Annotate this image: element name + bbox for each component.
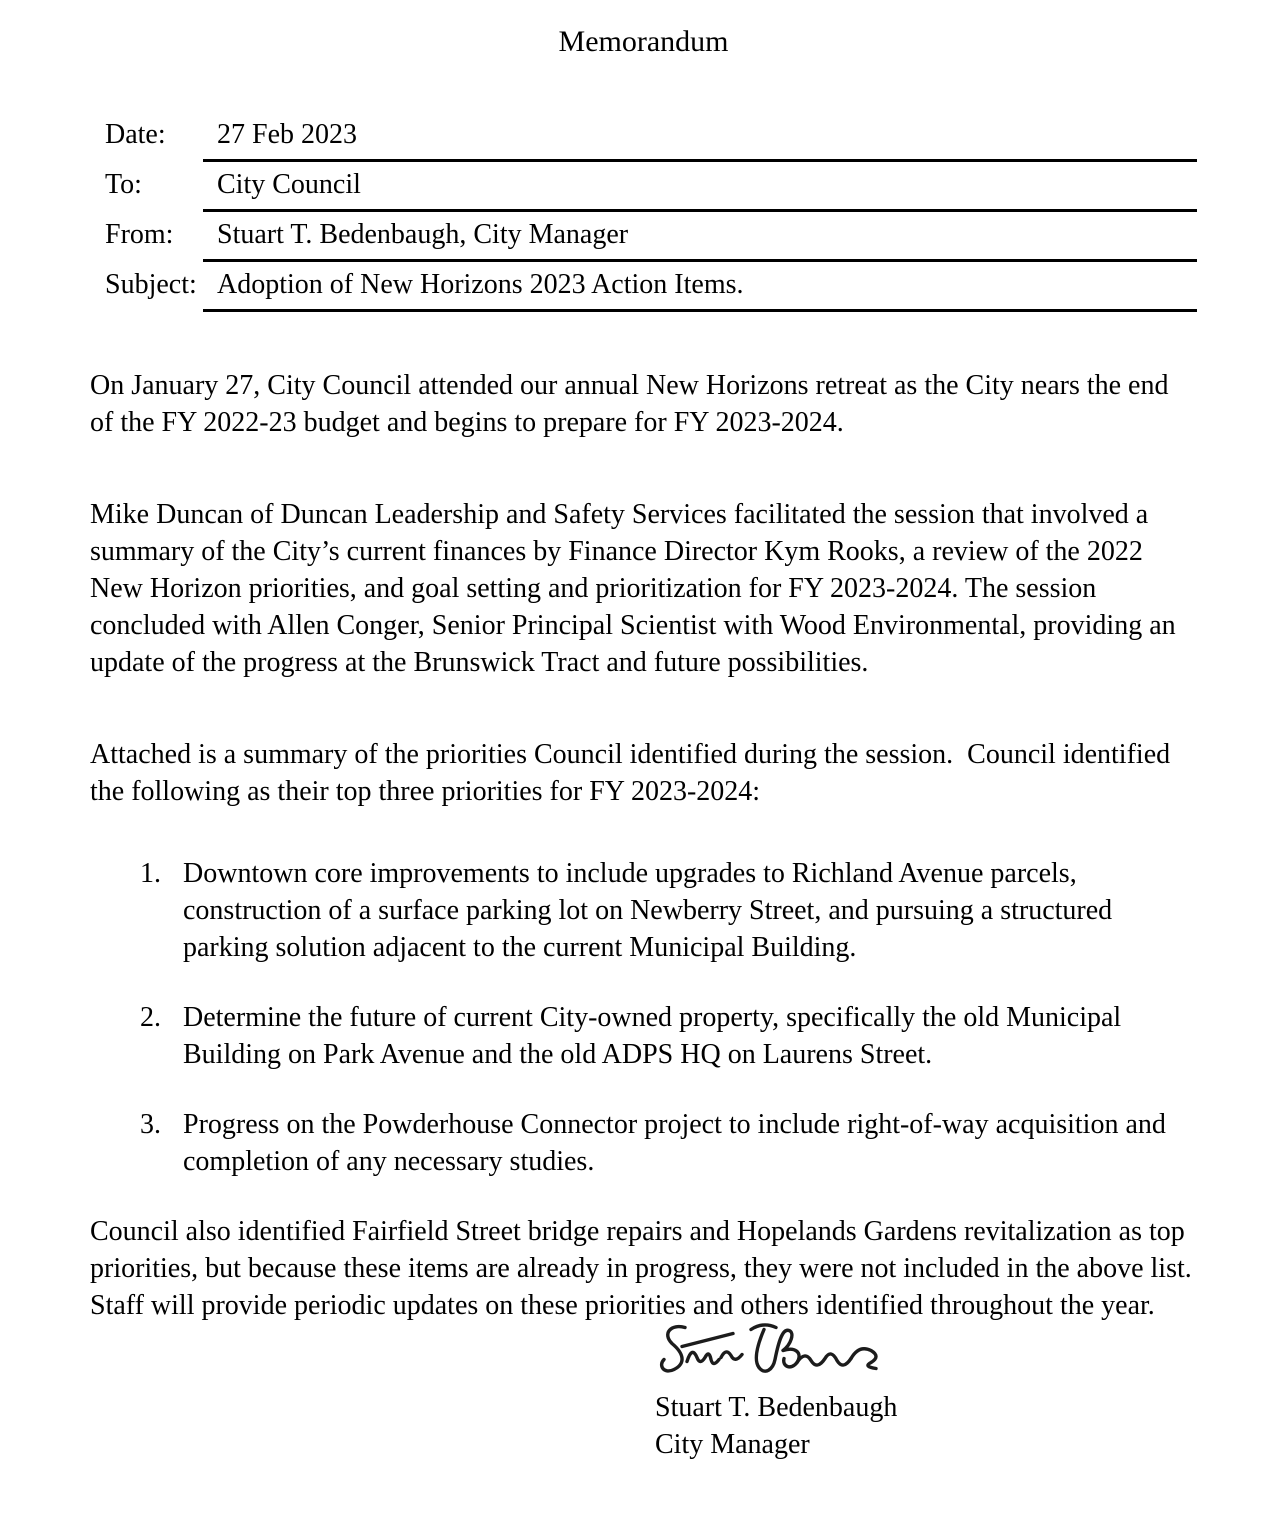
list-item-1: [140, 855, 1197, 966]
signature-block: [655, 1318, 1197, 1463]
header-value-date: 27 Feb 2023: [203, 118, 1197, 162]
header-value-to: City Council: [203, 168, 1197, 212]
header-label-to: To:: [105, 169, 142, 200]
header-value-subject: Adoption of New Horizons 2023 Action Items.: [203, 268, 1197, 312]
header-row-from: [105, 218, 1197, 262]
priorities-list: [90, 855, 1197, 1180]
list-item-2: [140, 999, 1197, 1073]
header-label-subject: Subject:: [105, 269, 197, 300]
signature-role: City Manager: [655, 1429, 810, 1460]
list-item-3-text: Progress on the Powderhouse Connector project to include right-of-way acquisition and completion of any necessary studies.: [183, 1109, 1173, 1177]
paragraph-session: Mike Duncan of Duncan Leadership and Safety Services facilitated the session that involved a summary of the City’s current finances by Finance Director Kym Rooks, a review of the 2022 New Horizon priorities, and goal setting and prioritization for FY 2023-2024. The session concluded with Allen Conger, Senior Principal Scientist with Wood Environmental, providing an update of the progress at the Brunswick Tract and future possibilities.: [90, 499, 1183, 678]
page-title: Memorandum: [558, 25, 729, 58]
list-item-2-number: 2.: [140, 1002, 161, 1033]
list-item-1-number: 1.: [140, 858, 161, 889]
signature-name: Stuart T. Bedenbaugh: [655, 1392, 898, 1423]
header-row-to: [105, 168, 1197, 212]
header-row-subject: [105, 268, 1197, 312]
paragraph-closing: Council also identified Fairfield Street bridge repairs and Hopelands Gardens revitalization as top priorities, but because these items are already in progress, they were not included in the above list. Staff will provide periodic updates on these priorities and others identified throughout the year.: [90, 1216, 1206, 1321]
memo-header: [105, 118, 1197, 312]
paragraph-intro: On January 27, City Council attended our annual New Horizons retreat as the City nears the end of the FY 2022-23 budget and begins to prepare for FY 2023-2024.: [90, 370, 1176, 438]
list-item-3-number: 3.: [140, 1109, 161, 1140]
header-label-from: From:: [105, 219, 174, 250]
list-item-3: [140, 1106, 1197, 1180]
paragraph-attached: Attached is a summary of the priorities Council identified during the session. Council identified the following as their top three priorities for FY 2023-2024:: [90, 739, 1178, 807]
header-row-date: [105, 118, 1197, 162]
list-item-2-text: Determine the future of current City-owned property, specifically the old Municipal Building on Park Avenue and the old ADPS HQ on Laurens Street.: [183, 1002, 1129, 1070]
signature-image: [655, 1318, 905, 1383]
header-value-from: Stuart T. Bedenbaugh, City Manager: [203, 218, 1197, 262]
header-label-date: Date:: [105, 119, 166, 150]
list-item-1-text: Downtown core improvements to include upgrades to Richland Avenue parcels, construction of a surface parking lot on Newberry Street, and pursuing a structured parking solution adjacent to the current Municipal Building.: [183, 858, 1120, 963]
